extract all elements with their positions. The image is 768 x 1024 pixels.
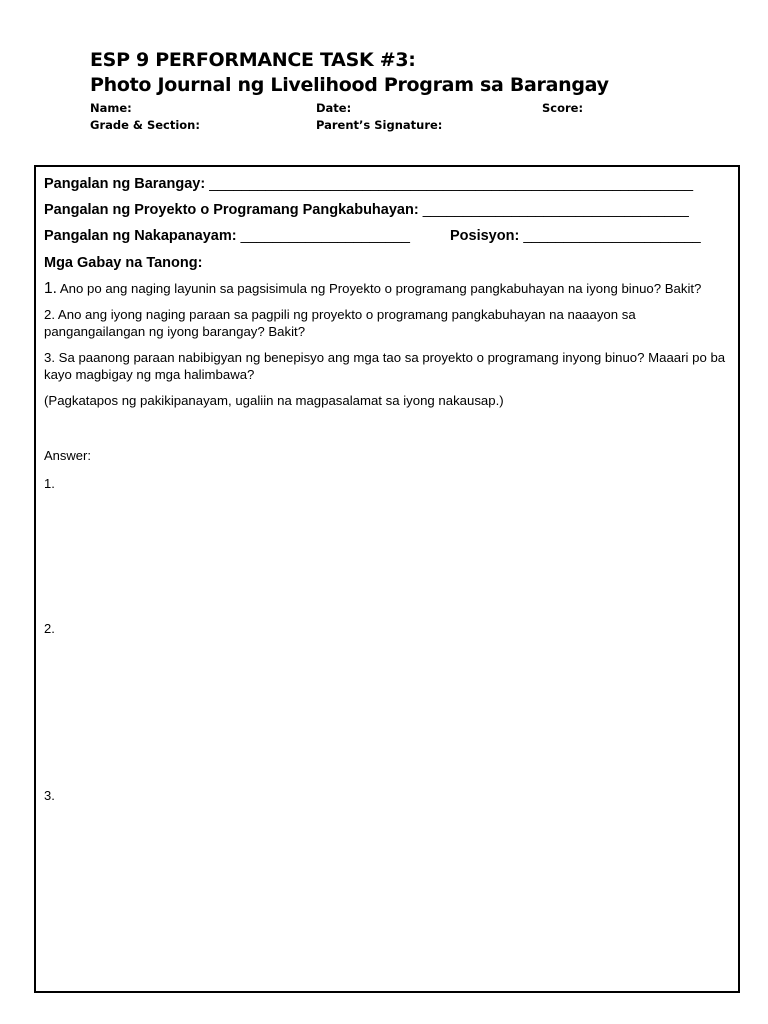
guide-questions-heading: Mga Gabay na Tanong: xyxy=(44,255,203,271)
answer-2-number: 2. xyxy=(44,621,55,636)
answer-3-space[interactable] xyxy=(44,804,728,954)
worksheet-header xyxy=(90,48,710,135)
answer-1-space[interactable] xyxy=(44,492,728,620)
project-label: Pangalan ng Proyekto o Programang Pangkabuhayan: xyxy=(44,202,419,218)
barangay-field xyxy=(44,171,728,197)
task-title: ESP 9 PERFORMANCE TASK #3: xyxy=(90,49,416,71)
score-label: Score: xyxy=(542,101,584,115)
form-content xyxy=(44,171,728,954)
name-label: Name: xyxy=(90,101,132,115)
question-3: 3. Sa paanong paraan nabibigyan ng benepisyo ang mga tao sa proyekto o programang inyong binuo? Maaari po ba kayo magbigay ng mga halimbawa? xyxy=(44,350,726,382)
position-label: Posisyon: xyxy=(450,228,520,244)
question-1-number: 1. xyxy=(44,280,57,297)
question-2: 2. Ano ang iyong naging paraan sa pagpili ng proyekto o programang pangkabuhayan na naaayon sa pangangailangan ng iyong barangay? Bakit? xyxy=(44,307,636,339)
answer-3-number: 3. xyxy=(44,788,55,803)
answer-label: Answer: xyxy=(44,448,91,463)
grade-section-label: Grade & Section: xyxy=(90,118,200,132)
student-info-row xyxy=(90,101,710,135)
interviewee-blank[interactable]: _____________________ xyxy=(240,228,410,244)
task-subtitle: Photo Journal ng Livelihood Program sa Barangay xyxy=(90,74,609,96)
question-1 xyxy=(44,280,728,297)
position-blank[interactable]: ______________________ xyxy=(523,228,701,244)
interviewee-label: Pangalan ng Nakapanayam: xyxy=(44,228,237,244)
date-label: Date: xyxy=(316,101,352,115)
barangay-label: Pangalan ng Barangay: xyxy=(44,176,206,192)
parent-signature-label: Parent’s Signature: xyxy=(316,118,443,132)
answer-2-space[interactable] xyxy=(44,637,728,787)
interviewee-field xyxy=(44,223,728,249)
answer-1-number: 1. xyxy=(44,476,55,491)
question-1-text: Ano po ang naging layunin sa pagsisimula ng Proyekto o programang pangkabuhayan na iyong binuo? Bakit? xyxy=(56,281,702,296)
closing-note: (Pagkatapos ng pakikipanayam, ugaliin na magpasalamat sa iyong nakausap.) xyxy=(44,393,504,408)
project-blank[interactable]: _________________________________ xyxy=(422,202,689,218)
position-field xyxy=(450,223,701,249)
project-field xyxy=(44,197,728,223)
form-box xyxy=(34,165,740,993)
barangay-blank[interactable]: ____________________________________________________________ xyxy=(209,176,694,192)
